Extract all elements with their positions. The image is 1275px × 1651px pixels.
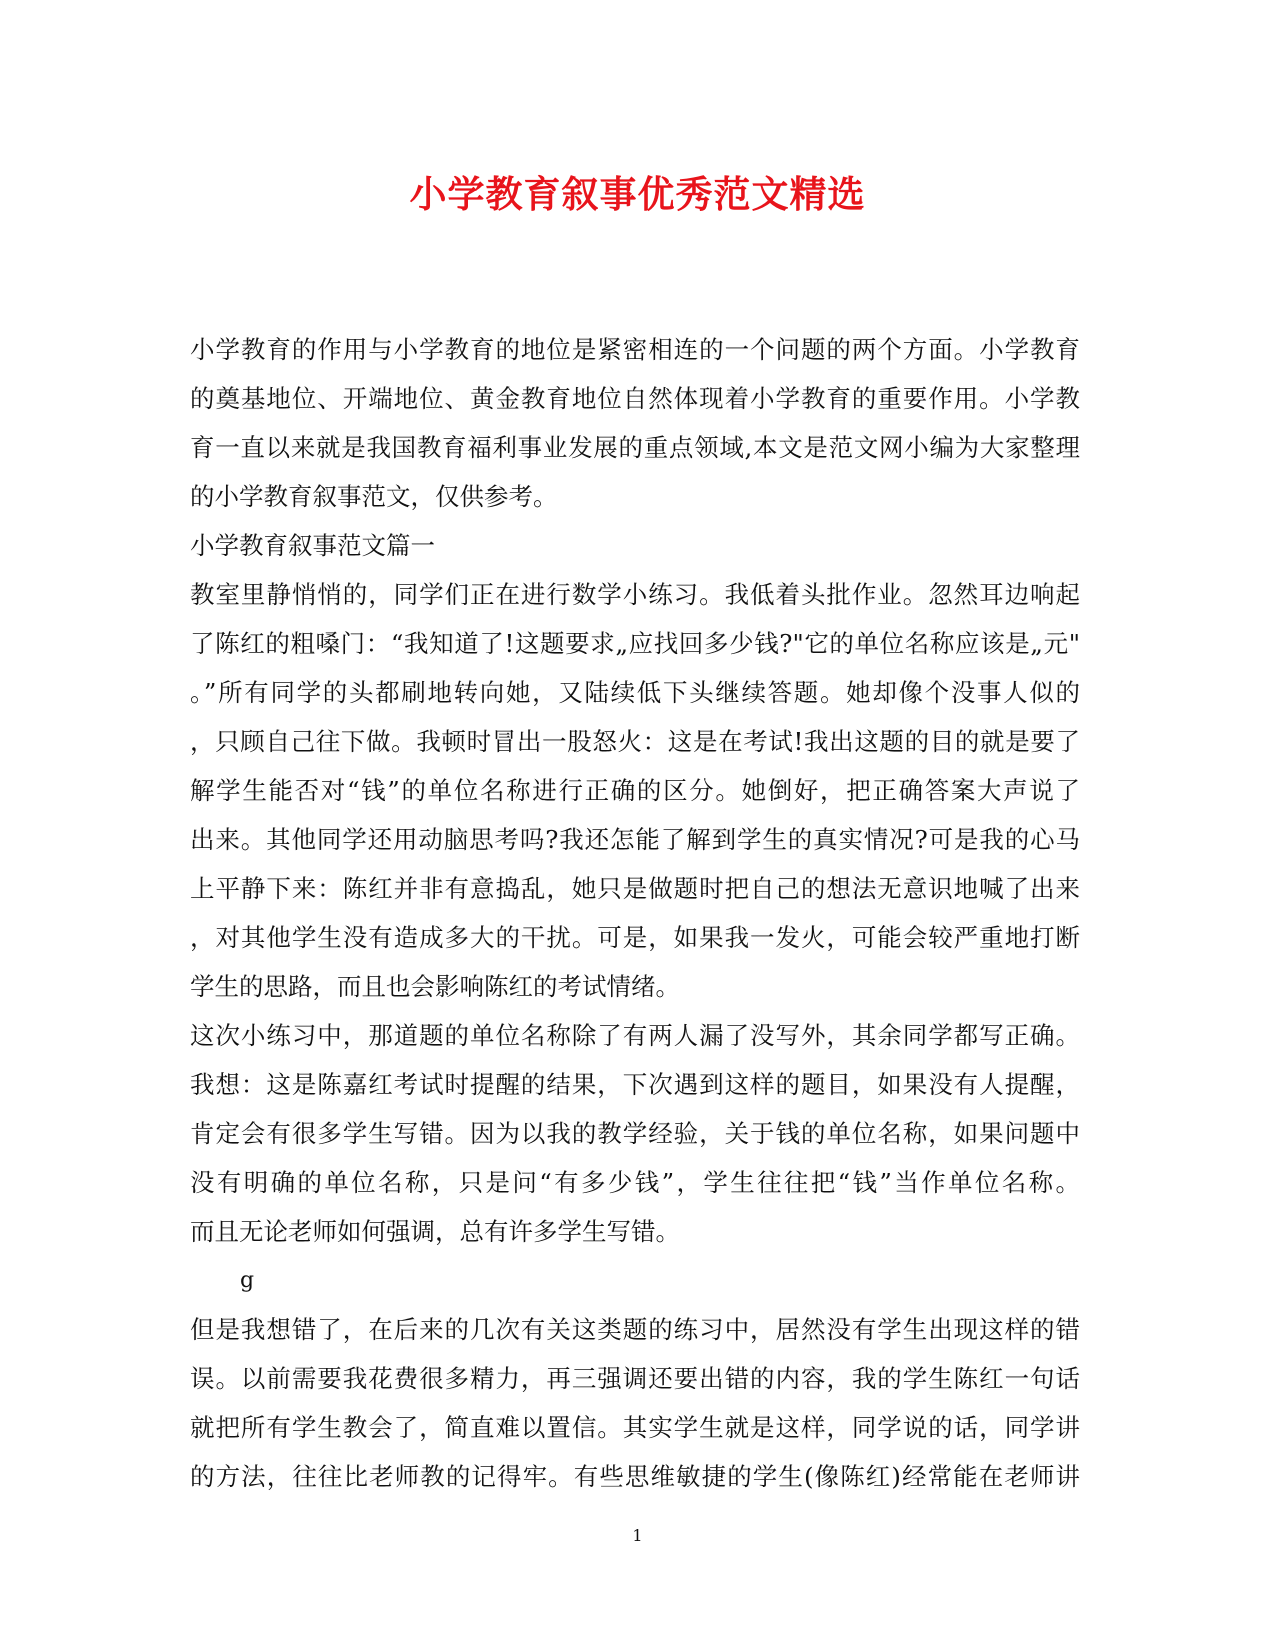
body-line: 出来。其他同学还用动脑思考吗?我还怎能了解到学生的真实情况?可是我的心马 [190, 825, 1080, 854]
body-line: 没有明确的单位名称，只是问“有多少钱”，学生往往把“钱”当作单位名称。 [190, 1168, 1080, 1197]
body-line: 的奠基地位、开端地位、黄金教育地位自然体现着小学教育的重要作用。小学教 [190, 384, 1080, 413]
body-line: 的方法，往往比老师教的记得牢。有些思维敏捷的学生(像陈红)经常能在老师讲 [190, 1462, 1080, 1491]
body-line: 了陈红的粗嗓门：“我知道了!这题要求„应找回多少钱?"它的单位名称应该是„元" [190, 629, 1080, 658]
body-line: 而且无论老师如何强调，总有许多学生写错。 [190, 1217, 680, 1246]
body-line: 这次小练习中，那道题的单位名称除了有两人漏了没写外，其余同学都写正确。 [190, 1021, 1080, 1050]
body-line: 学生的思路，而且也会影响陈红的考试情绪。 [190, 972, 680, 1001]
body-line: 上平静下来：陈红并非有意捣乱，她只是做题时把自己的想法无意识地喊了出来 [190, 874, 1080, 903]
section-heading: 小学教育叙事范文篇一 [190, 531, 435, 560]
body-line: ，只顾自己往下做。我顿时冒出一股怒火：这是在考试!我出这题的目的就是要了 [190, 727, 1080, 756]
body-line: 教室里静悄悄的，同学们正在进行数学小练习。我低着头批作业。忽然耳边响起 [190, 580, 1080, 609]
stray-character: g [240, 1268, 255, 1293]
body-line: 就把所有学生教会了，简直难以置信。其实学生就是这样，同学说的话，同学讲 [190, 1413, 1080, 1442]
body-line: ，对其他学生没有造成多大的干扰。可是，如果我一发火，可能会较严重地打断 [190, 923, 1080, 952]
body-line: 的小学教育叙事范文，仅供参考。 [190, 482, 558, 511]
body-line: 育一直以来就是我国教育福利事业发展的重点领域,本文是范文网小编为大家整理 [190, 433, 1080, 462]
page-number: 1 [632, 1526, 643, 1545]
body-line: 但是我想错了，在后来的几次有关这类题的练习中，居然没有学生出现这样的错 [190, 1315, 1080, 1344]
body-line: 误。以前需要我花费很多精力，再三强调还要出错的内容，我的学生陈红一句话 [190, 1364, 1080, 1393]
body-line: 小学教育的作用与小学教育的地位是紧密相连的一个问题的两个方面。小学教育 [190, 335, 1080, 364]
body-line: 肯定会有很多学生写错。因为以我的教学经验，关于钱的单位名称，如果问题中 [190, 1119, 1080, 1148]
document-title: 小学教育叙事优秀范文精选 [409, 172, 866, 216]
body-line: 解学生能否对“钱”的单位名称进行正确的区分。她倒好，把正确答案大声说了 [190, 776, 1080, 805]
document-body [190, 325, 1080, 1501]
body-line: 。”所有同学的头都刷地转向她，又陆续低下头继续答题。她却像个没事人似的 [190, 678, 1080, 707]
body-line: 我想：这是陈嘉红考试时提醒的结果，下次遇到这样的题目，如果没有人提醒， [190, 1070, 1080, 1099]
